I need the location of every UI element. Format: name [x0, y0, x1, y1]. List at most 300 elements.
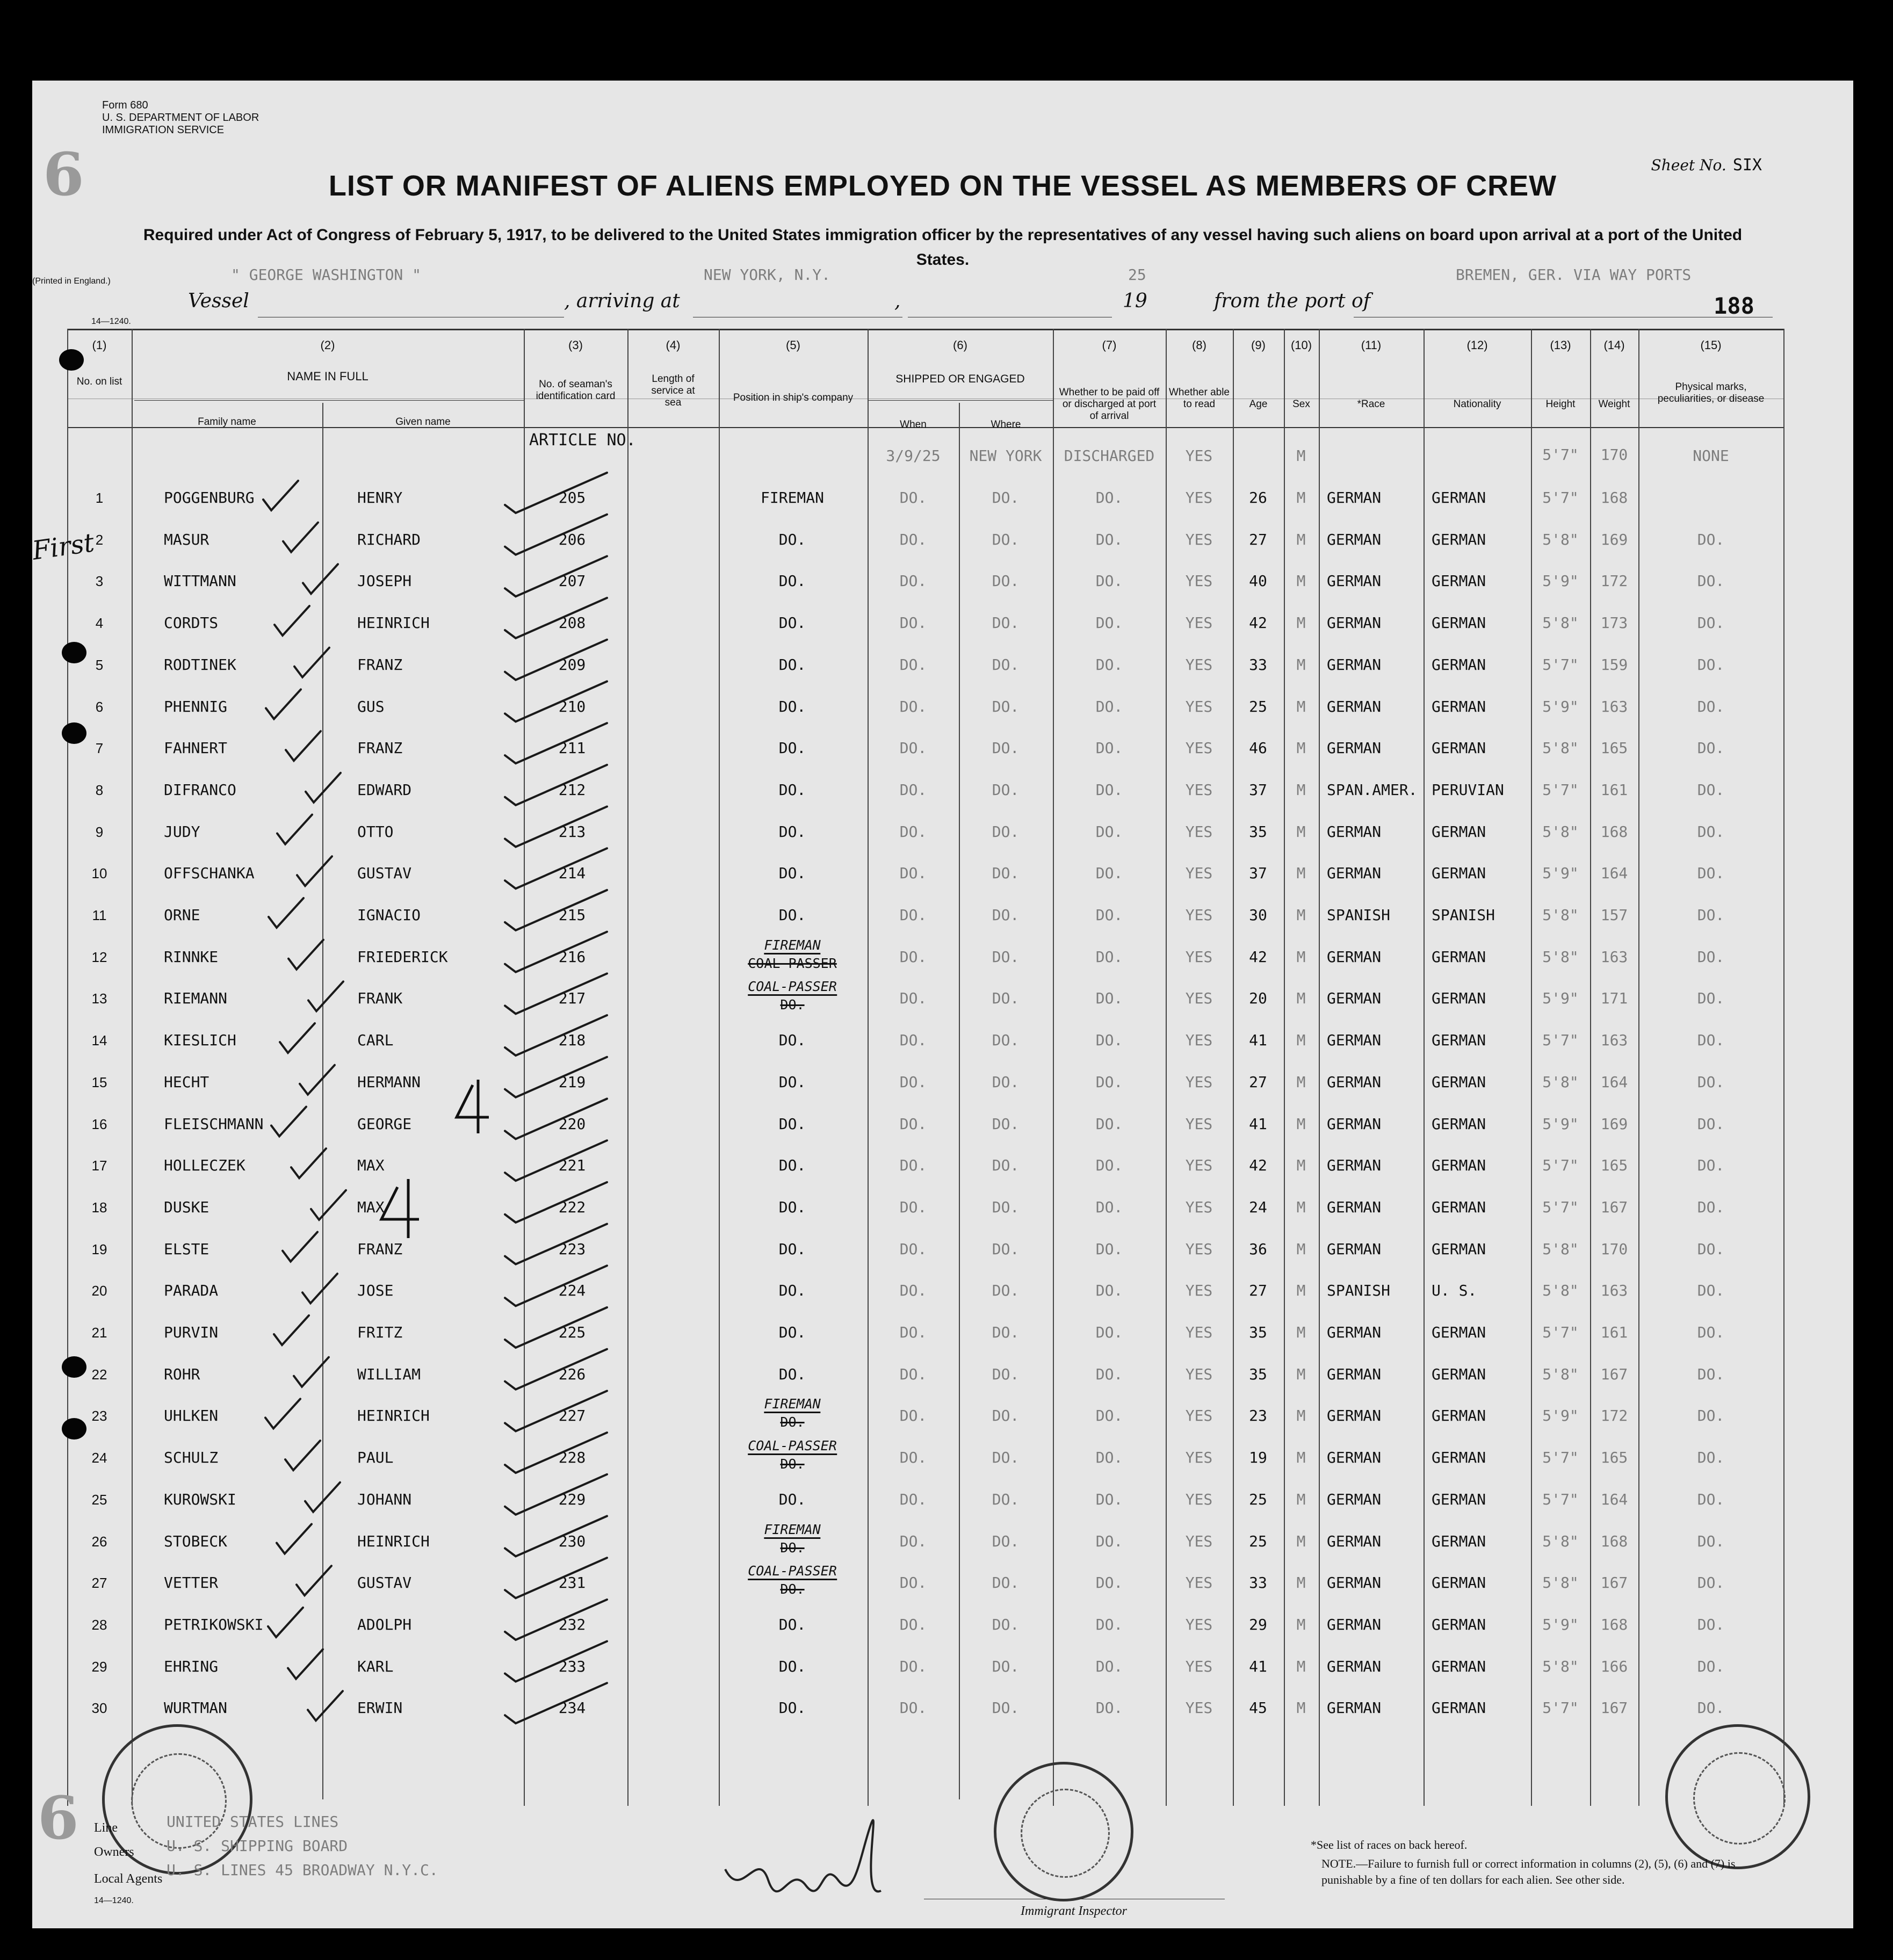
- paid-off: DO.: [1095, 1156, 1123, 1175]
- form-code: 14—1240.: [91, 317, 131, 326]
- paid-off: DO.: [1095, 780, 1123, 799]
- able-to-read: YES: [1185, 989, 1213, 1008]
- shipped-where: DO.: [992, 697, 1020, 715]
- able-to-read: YES: [1185, 1532, 1213, 1550]
- shipped-where: DO.: [992, 1115, 1020, 1133]
- nationality: GERMAN: [1432, 1031, 1486, 1050]
- row-number: 9: [95, 823, 104, 840]
- from-port-label: from the port of: [1214, 290, 1371, 312]
- race: GERMAN: [1327, 864, 1382, 883]
- paid-off: DO.: [1095, 1115, 1123, 1133]
- given-name: EDWARD: [357, 780, 412, 799]
- id-card-number: 207: [558, 572, 586, 590]
- check-mark: [294, 1357, 329, 1387]
- nationality: GERMAN: [1432, 489, 1486, 507]
- shipped-when: DO.: [899, 697, 927, 715]
- header-discharged: DISCHARGED: [1064, 447, 1155, 465]
- family-name: DIFRANCO: [164, 780, 236, 799]
- height: 5'7": [1542, 1490, 1579, 1508]
- nationality: GERMAN: [1432, 572, 1486, 590]
- position-struck: DO.: [780, 1581, 805, 1597]
- position-struck: DO.: [780, 1456, 805, 1472]
- shipped-when: DO.: [899, 1657, 927, 1675]
- age: 35: [1249, 1323, 1267, 1341]
- shipped-where: DO.: [992, 1240, 1020, 1258]
- row-number: 4: [95, 615, 104, 632]
- paid-off: DO.: [1095, 1031, 1123, 1050]
- arriving-label: , arriving at: [564, 290, 680, 312]
- shipped-when: DO.: [899, 1574, 927, 1592]
- col-14-label: Weight: [1598, 399, 1630, 410]
- check-mark: [303, 564, 338, 594]
- nationality: GERMAN: [1432, 1699, 1486, 1717]
- col-3-label: No. of seaman's identification card: [536, 379, 616, 402]
- row-number: 16: [91, 1116, 107, 1132]
- weight: 167: [1600, 1699, 1628, 1717]
- form-department: U. S. DEPARTMENT OF LABOR: [102, 112, 259, 124]
- race: GERMAN: [1327, 655, 1382, 674]
- sex: M: [1296, 1115, 1306, 1133]
- race: GERMAN: [1327, 989, 1382, 1008]
- age: 35: [1249, 1365, 1267, 1383]
- check-mark: [505, 1516, 607, 1557]
- race: GERMAN: [1327, 948, 1382, 966]
- position: DO.: [778, 530, 806, 548]
- check-mark: [505, 1265, 607, 1306]
- nationality: GERMAN: [1432, 1240, 1486, 1258]
- id-card-number: 232: [558, 1615, 586, 1633]
- nationality: GERMAN: [1432, 1490, 1486, 1508]
- family-name: UHLKEN: [164, 1407, 219, 1425]
- sheet-number-label: Sheet No.: [1651, 156, 1726, 174]
- local-agents-value: U. S. LINES 45 BROADWAY N.Y.C.: [167, 1861, 438, 1879]
- sex: M: [1296, 1449, 1306, 1467]
- given-name: FRANK: [357, 989, 403, 1008]
- age: 29: [1249, 1615, 1267, 1633]
- weight: 157: [1600, 906, 1628, 924]
- page-subtitle: Required under Act of Congress of February 5, 1917, to be delivered to the United States immigration officer by the representatives of any vessel having such aliens on board upon arrival at a port of the United States.: [143, 226, 1743, 269]
- check-mark: [505, 1182, 607, 1223]
- height: 5'7": [1542, 1156, 1579, 1175]
- shipped-when: DO.: [899, 989, 927, 1008]
- race: GERMAN: [1327, 1365, 1382, 1383]
- position: DO.: [778, 572, 806, 590]
- given-name: IGNACIO: [357, 906, 421, 924]
- col-10-number: (10): [1290, 338, 1312, 352]
- position-struck: DO.: [780, 1414, 805, 1430]
- weight: 171: [1600, 989, 1628, 1008]
- race: GERMAN: [1327, 530, 1382, 548]
- given-name: GUSTAV: [357, 864, 412, 883]
- position: DO.: [778, 1240, 806, 1258]
- weight: 168: [1600, 489, 1628, 507]
- shipped-where: DO.: [992, 739, 1020, 757]
- row-number: 12: [91, 949, 107, 965]
- check-mark: [297, 1566, 331, 1595]
- vessel-label: Vessel: [188, 290, 249, 312]
- col-9-label: Age: [1249, 399, 1268, 410]
- when-header: When: [900, 419, 927, 430]
- paid-off: DO.: [1095, 614, 1123, 632]
- year-label: 19: [1123, 290, 1147, 312]
- col-2-label: NAME IN FULL: [287, 370, 369, 383]
- able-to-read: YES: [1185, 1073, 1213, 1091]
- row-number: 30: [91, 1700, 107, 1717]
- physical-marks: DO.: [1697, 739, 1725, 757]
- check-mark: [291, 1148, 326, 1178]
- shipped-when: DO.: [899, 1699, 927, 1717]
- shipped-where: DO.: [992, 1574, 1020, 1592]
- sex: M: [1296, 530, 1306, 548]
- article-label: ARTICLE NO.: [529, 431, 636, 450]
- height: 5'9": [1542, 1407, 1579, 1425]
- able-to-read: YES: [1185, 614, 1213, 632]
- weight: 161: [1600, 1323, 1628, 1341]
- race: GERMAN: [1327, 1574, 1382, 1592]
- row-number: 17: [91, 1158, 107, 1174]
- row-number: 19: [91, 1241, 107, 1257]
- able-to-read: YES: [1185, 697, 1213, 715]
- physical-marks: DO.: [1697, 1699, 1725, 1717]
- age: 42: [1249, 948, 1267, 966]
- physical-marks: DO.: [1697, 1365, 1725, 1383]
- col-1-label: No. on list: [76, 376, 122, 387]
- id-card-number: 215: [558, 906, 586, 924]
- check-mark: [505, 1057, 607, 1097]
- race: GERMAN: [1327, 822, 1382, 841]
- height: 5'9": [1542, 697, 1579, 715]
- shipped-where: DO.: [992, 1407, 1020, 1425]
- check-mark: [305, 1482, 340, 1512]
- id-card-number: 214: [558, 864, 586, 883]
- family-name: KIESLICH: [164, 1031, 236, 1050]
- sex: M: [1296, 1657, 1306, 1675]
- height: 5'8": [1542, 1657, 1579, 1675]
- age: 24: [1249, 1198, 1267, 1216]
- col-8-label: Whether able to read: [1168, 387, 1230, 410]
- height: 5'8": [1542, 1532, 1579, 1550]
- header-height: 5'7": [1542, 446, 1579, 464]
- weight: 168: [1600, 822, 1628, 841]
- given-name: RICHARD: [357, 530, 421, 548]
- height: 5'7": [1542, 489, 1579, 507]
- weight: 165: [1600, 1156, 1628, 1175]
- check-mark: [269, 898, 304, 928]
- check-mark: [277, 1524, 312, 1554]
- able-to-read: YES: [1185, 1657, 1213, 1675]
- nationality: GERMAN: [1432, 697, 1486, 715]
- paid-off: DO.: [1095, 1282, 1123, 1300]
- position: DO.: [778, 1365, 806, 1383]
- given-name: CARL: [357, 1031, 394, 1050]
- physical-marks: DO.: [1697, 780, 1725, 799]
- able-to-read: YES: [1185, 906, 1213, 924]
- age: 42: [1249, 1156, 1267, 1175]
- shipped-where: DO.: [992, 655, 1020, 674]
- physical-marks: DO.: [1697, 614, 1725, 632]
- paid-off: DO.: [1095, 1574, 1123, 1592]
- able-to-read: YES: [1185, 489, 1213, 507]
- height: 5'7": [1542, 655, 1579, 674]
- paid-off: DO.: [1095, 1657, 1123, 1675]
- col-6-label: SHIPPED OR ENGAGED: [895, 373, 1025, 385]
- height: 5'8": [1542, 906, 1579, 924]
- able-to-read: YES: [1185, 948, 1213, 966]
- height: 5'8": [1542, 822, 1579, 841]
- sex: M: [1296, 1073, 1306, 1091]
- race: GERMAN: [1327, 739, 1382, 757]
- able-to-read: YES: [1185, 864, 1213, 883]
- row-number: 14: [91, 1032, 107, 1049]
- height: 5'8": [1542, 948, 1579, 966]
- family-name: HOLLECZEK: [164, 1156, 245, 1175]
- id-card-number: 225: [558, 1323, 586, 1341]
- sex: M: [1296, 1240, 1306, 1258]
- physical-marks: DO.: [1697, 989, 1725, 1008]
- row-number: 18: [91, 1199, 107, 1216]
- sex: M: [1296, 1490, 1306, 1508]
- position: DO.: [778, 1156, 806, 1175]
- able-to-read: YES: [1185, 1449, 1213, 1467]
- shipped-when: DO.: [899, 1198, 927, 1216]
- race-footnote: *See list of races on back hereof.: [1311, 1838, 1468, 1851]
- shipped-when: DO.: [899, 1282, 927, 1300]
- shipped-when: DO.: [899, 1490, 927, 1508]
- nationality: U. S.: [1432, 1282, 1477, 1300]
- row-number: 25: [91, 1491, 107, 1508]
- nationality: GERMAN: [1432, 1115, 1486, 1133]
- id-card-number: 212: [558, 780, 586, 799]
- physical-marks: DO.: [1697, 1449, 1725, 1467]
- check-mark: [505, 1307, 607, 1348]
- check-mark: [505, 1641, 607, 1682]
- check-mark: [505, 1099, 607, 1139]
- age: 25: [1249, 697, 1267, 715]
- row-number: 7: [95, 740, 104, 757]
- position: DO.: [778, 822, 806, 841]
- family-name: STOBECK: [164, 1532, 228, 1550]
- col-10-label: Sex: [1292, 399, 1310, 410]
- row-number: 22: [91, 1366, 107, 1383]
- shipped-where: DO.: [992, 948, 1020, 966]
- nationality: GERMAN: [1432, 1657, 1486, 1675]
- shipped-when: DO.: [899, 1407, 927, 1425]
- given-name: HEINRICH: [357, 1532, 430, 1550]
- col-15-number: (15): [1700, 338, 1722, 352]
- position: DO.: [778, 697, 806, 715]
- height: 5'8": [1542, 1282, 1579, 1300]
- shipped-when: DO.: [899, 572, 927, 590]
- able-to-read: YES: [1185, 1156, 1213, 1175]
- race: GERMAN: [1327, 1407, 1382, 1425]
- manifest-sheet: [32, 81, 1853, 1928]
- footer-sheet-number: 6: [38, 1783, 79, 1853]
- height: 5'8": [1542, 1574, 1579, 1592]
- race: SPAN.AMER.: [1327, 780, 1418, 799]
- shipped-when: DO.: [899, 530, 927, 548]
- given-name: FRANZ: [357, 655, 403, 674]
- height: 5'8": [1542, 1240, 1579, 1258]
- given-name: FRANZ: [357, 1240, 403, 1258]
- race: GERMAN: [1327, 1699, 1382, 1717]
- nationality: GERMAN: [1432, 989, 1486, 1008]
- shipped-when: DO.: [899, 614, 927, 632]
- header-when: 3/9/25: [886, 447, 941, 465]
- check-mark: [505, 1433, 607, 1473]
- id-card-number: 223: [558, 1240, 586, 1258]
- local-agents-label: Local Agents: [94, 1872, 163, 1886]
- position: FIREMAN: [764, 1522, 820, 1539]
- able-to-read: YES: [1185, 1407, 1213, 1425]
- nationality: GERMAN: [1432, 1574, 1486, 1592]
- col-13-number: (13): [1550, 338, 1571, 352]
- position: COAL-PASSER: [748, 1563, 837, 1580]
- position: DO.: [778, 906, 806, 924]
- check-mark: [308, 981, 343, 1011]
- id-card-number: 226: [558, 1365, 586, 1383]
- family-name: EHRING: [164, 1657, 219, 1675]
- check-mark: [505, 1600, 607, 1640]
- check-mark: [505, 1224, 607, 1264]
- weight: 169: [1600, 1115, 1628, 1133]
- row-number: 5: [95, 656, 104, 673]
- able-to-read: YES: [1185, 1699, 1213, 1717]
- position: DO.: [778, 1657, 806, 1675]
- header-weight: 170: [1600, 446, 1628, 464]
- header-sex: M: [1296, 447, 1306, 465]
- check-mark: [283, 523, 318, 552]
- check-mark: [297, 856, 332, 886]
- immigrant-inspector-label: Immigrant Inspector: [1021, 1904, 1127, 1918]
- age: 19: [1249, 1449, 1267, 1467]
- nationality: GERMAN: [1432, 1198, 1486, 1216]
- height: 5'9": [1542, 864, 1579, 883]
- id-card-number: 206: [558, 530, 586, 548]
- shipped-where: DO.: [992, 1282, 1020, 1300]
- id-card-number: 234: [558, 1699, 586, 1717]
- given-name: MAX: [357, 1156, 385, 1175]
- family-name: RODTINEK: [164, 655, 236, 674]
- position: FIREMAN: [764, 1396, 820, 1413]
- weight: 172: [1600, 572, 1628, 590]
- able-to-read: YES: [1185, 1615, 1213, 1633]
- check-mark: [505, 598, 607, 638]
- sex: M: [1296, 655, 1306, 674]
- height: 5'9": [1542, 572, 1579, 590]
- shipped-where: DO.: [992, 1073, 1020, 1091]
- physical-marks: DO.: [1697, 1407, 1725, 1425]
- shipped-where: DO.: [992, 489, 1020, 507]
- position: DO.: [778, 1115, 806, 1133]
- page-number: 188: [1714, 293, 1754, 319]
- family-name: ELSTE: [164, 1240, 209, 1258]
- col-2-number: (2): [320, 338, 335, 352]
- sex: M: [1296, 906, 1306, 924]
- age: 30: [1249, 906, 1267, 924]
- position: DO.: [778, 1198, 806, 1216]
- check-mark: [311, 1190, 346, 1220]
- given-name: MAX: [357, 1198, 385, 1216]
- shipped-where: DO.: [992, 864, 1020, 883]
- check-mark: [505, 932, 607, 972]
- col-11-label: *Race: [1357, 399, 1385, 410]
- position-struck: COAL PASSER: [748, 955, 837, 971]
- shipped-when: DO.: [899, 655, 927, 674]
- given-name: HEINRICH: [357, 614, 430, 632]
- given-name: JOHANN: [357, 1490, 412, 1508]
- nationality: PERUVIAN: [1432, 780, 1504, 799]
- position: DO.: [778, 1699, 806, 1717]
- race: GERMAN: [1327, 489, 1382, 507]
- nationality: GERMAN: [1432, 1532, 1486, 1550]
- height: 5'7": [1542, 1031, 1579, 1050]
- arrival-day-value: 25: [1128, 266, 1146, 284]
- from-port-value: BREMEN, GER. VIA WAY PORTS: [1456, 266, 1692, 284]
- check-mark: [266, 690, 301, 719]
- weight: 163: [1600, 1282, 1628, 1300]
- sex: M: [1296, 1156, 1306, 1175]
- physical-marks: DO.: [1697, 572, 1725, 590]
- family-name: WITTMANN: [164, 572, 236, 590]
- sex: M: [1296, 864, 1306, 883]
- written-four-mark: [457, 1080, 489, 1133]
- given-name: KARL: [357, 1657, 394, 1675]
- shipped-where: DO.: [992, 1699, 1020, 1717]
- race: GERMAN: [1327, 1073, 1382, 1091]
- line-value: UNITED STATES LINES: [167, 1813, 339, 1831]
- page-title: LIST OR MANIFEST OF ALIENS EMPLOYED ON THE VESSEL AS MEMBERS OF CREW: [328, 170, 1557, 202]
- family-name: ORNE: [164, 906, 200, 924]
- able-to-read: YES: [1185, 1115, 1213, 1133]
- check-mark: [505, 1140, 607, 1181]
- age: 41: [1249, 1115, 1267, 1133]
- col-13-label: Height: [1545, 399, 1576, 410]
- check-mark: [274, 1315, 309, 1345]
- row-number: 23: [91, 1408, 107, 1424]
- check-mark: [306, 773, 341, 802]
- paid-off: DO.: [1095, 906, 1123, 924]
- paid-off: DO.: [1095, 864, 1123, 883]
- line-label: Line: [94, 1821, 118, 1835]
- col-15-label: Physical marks, peculiarities, or disease: [1657, 381, 1765, 404]
- paid-off: DO.: [1095, 572, 1123, 590]
- family-name: HECHT: [164, 1073, 209, 1091]
- race: GERMAN: [1327, 1156, 1382, 1175]
- family-name: PURVIN: [164, 1323, 219, 1341]
- shipped-where: DO.: [992, 1449, 1020, 1467]
- id-card-number: 228: [558, 1449, 586, 1467]
- physical-marks: DO.: [1697, 1240, 1725, 1258]
- age: 37: [1249, 780, 1267, 799]
- weight: 172: [1600, 1407, 1628, 1425]
- shipped-when: DO.: [899, 1240, 927, 1258]
- date-separator: ,: [894, 290, 901, 312]
- weight: 163: [1600, 1031, 1628, 1050]
- able-to-read: YES: [1185, 1574, 1213, 1592]
- col-7-number: (7): [1102, 338, 1117, 352]
- race: SPANISH: [1327, 906, 1391, 924]
- family-name: PHENNIG: [164, 697, 228, 715]
- weight: 159: [1600, 655, 1628, 674]
- height: 5'8": [1542, 1073, 1579, 1091]
- punch-hole: [59, 349, 84, 371]
- shipped-when: DO.: [899, 1031, 927, 1050]
- check-mark: [286, 731, 321, 761]
- consulate-seal: [994, 1762, 1133, 1901]
- sex: M: [1296, 1198, 1306, 1216]
- row-number: 1: [95, 490, 104, 506]
- nationality: SPANISH: [1432, 906, 1495, 924]
